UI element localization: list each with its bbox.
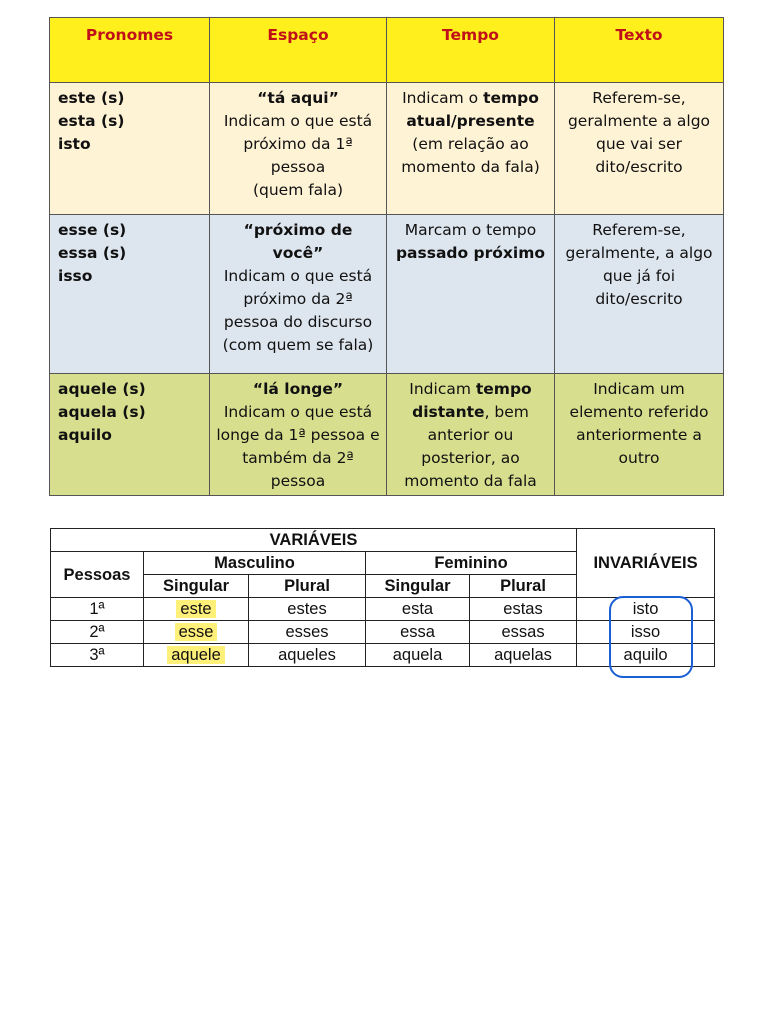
variaveis-row bbox=[51, 529, 715, 552]
m-plural-cell: estes bbox=[249, 598, 366, 621]
pronouns-cell: esse (s) essa (s) isso bbox=[50, 215, 210, 374]
pessoa-cell: 2ª bbox=[51, 621, 144, 644]
f-plural-header: Plural bbox=[470, 575, 577, 598]
pessoas-header: Pessoas bbox=[51, 552, 144, 598]
pessoa-cell: 3ª bbox=[51, 644, 144, 667]
espaco-cell: “próximo de você” Indicam o que está próximo da 2ª pessoa do discurso (com quem se fala) bbox=[210, 215, 387, 374]
header-texto: Texto bbox=[555, 18, 724, 83]
invariaveis-header: INVARIÁVEIS bbox=[577, 529, 715, 598]
m-plural-header: Plural bbox=[249, 575, 366, 598]
f-singular-cell: essa bbox=[366, 621, 470, 644]
row-aquele bbox=[50, 374, 724, 496]
invariavel-cell: isso bbox=[577, 621, 715, 644]
pronouns-cell: aquele (s) aquela (s) aquilo bbox=[50, 374, 210, 496]
texto-cell: Indicam um elemento referido anteriormente a outro bbox=[555, 374, 724, 496]
pronouns-usage-table bbox=[49, 17, 724, 496]
pessoa-cell: 1ª bbox=[51, 598, 144, 621]
invariavel-cell: isto bbox=[577, 598, 715, 621]
header-row bbox=[50, 18, 724, 83]
f-singular-cell: esta bbox=[366, 598, 470, 621]
tempo-cell: Indicam tempo distante, bem anterior ou posterior, ao momento da fala bbox=[387, 374, 555, 496]
row-esse bbox=[50, 215, 724, 374]
texto-cell: Referem-se, geralmente, a algo que já foi dito/escrito bbox=[555, 215, 724, 374]
tempo-cell: Marcam o tempo passado próximo bbox=[387, 215, 555, 374]
espaco-cell: “tá aqui” Indicam o que está próximo da 1ª pessoa (quem fala) bbox=[210, 83, 387, 215]
m-plural-cell: esses bbox=[249, 621, 366, 644]
highlighted-word: esse bbox=[175, 623, 218, 641]
m-singular-cell bbox=[144, 598, 249, 621]
header-tempo: Tempo bbox=[387, 18, 555, 83]
texto-cell: Referem-se, geralmente a algo que vai ser dito/escrito bbox=[555, 83, 724, 215]
variaveis-header: VARIÁVEIS bbox=[51, 529, 577, 552]
header-espaco: Espaço bbox=[210, 18, 387, 83]
masculino-header: Masculino bbox=[144, 552, 366, 575]
highlighted-word: este bbox=[176, 600, 215, 618]
espaco-cell: “lá longe” Indicam o que está longe da 1ª pessoa e também da 2ª pessoa bbox=[210, 374, 387, 496]
f-plural-cell: aquelas bbox=[470, 644, 577, 667]
pronouns-cell: este (s) esta (s) isto bbox=[50, 83, 210, 215]
f-singular-header: Singular bbox=[366, 575, 470, 598]
invariavel-cell: aquilo bbox=[577, 644, 715, 667]
feminino-header: Feminino bbox=[366, 552, 577, 575]
f-singular-cell: aquela bbox=[366, 644, 470, 667]
f-plural-cell: estas bbox=[470, 598, 577, 621]
m-plural-cell: aqueles bbox=[249, 644, 366, 667]
row-este bbox=[50, 83, 724, 215]
tempo-cell: Indicam o tempo atual/presente (em relação ao momento da fala) bbox=[387, 83, 555, 215]
f-plural-cell: essas bbox=[470, 621, 577, 644]
m-singular-header: Singular bbox=[144, 575, 249, 598]
m-singular-cell bbox=[144, 644, 249, 667]
m-singular-cell bbox=[144, 621, 249, 644]
header-pronomes: Pronomes bbox=[50, 18, 210, 83]
hand-drawn-circle bbox=[609, 596, 693, 678]
highlighted-word: aquele bbox=[167, 646, 225, 664]
